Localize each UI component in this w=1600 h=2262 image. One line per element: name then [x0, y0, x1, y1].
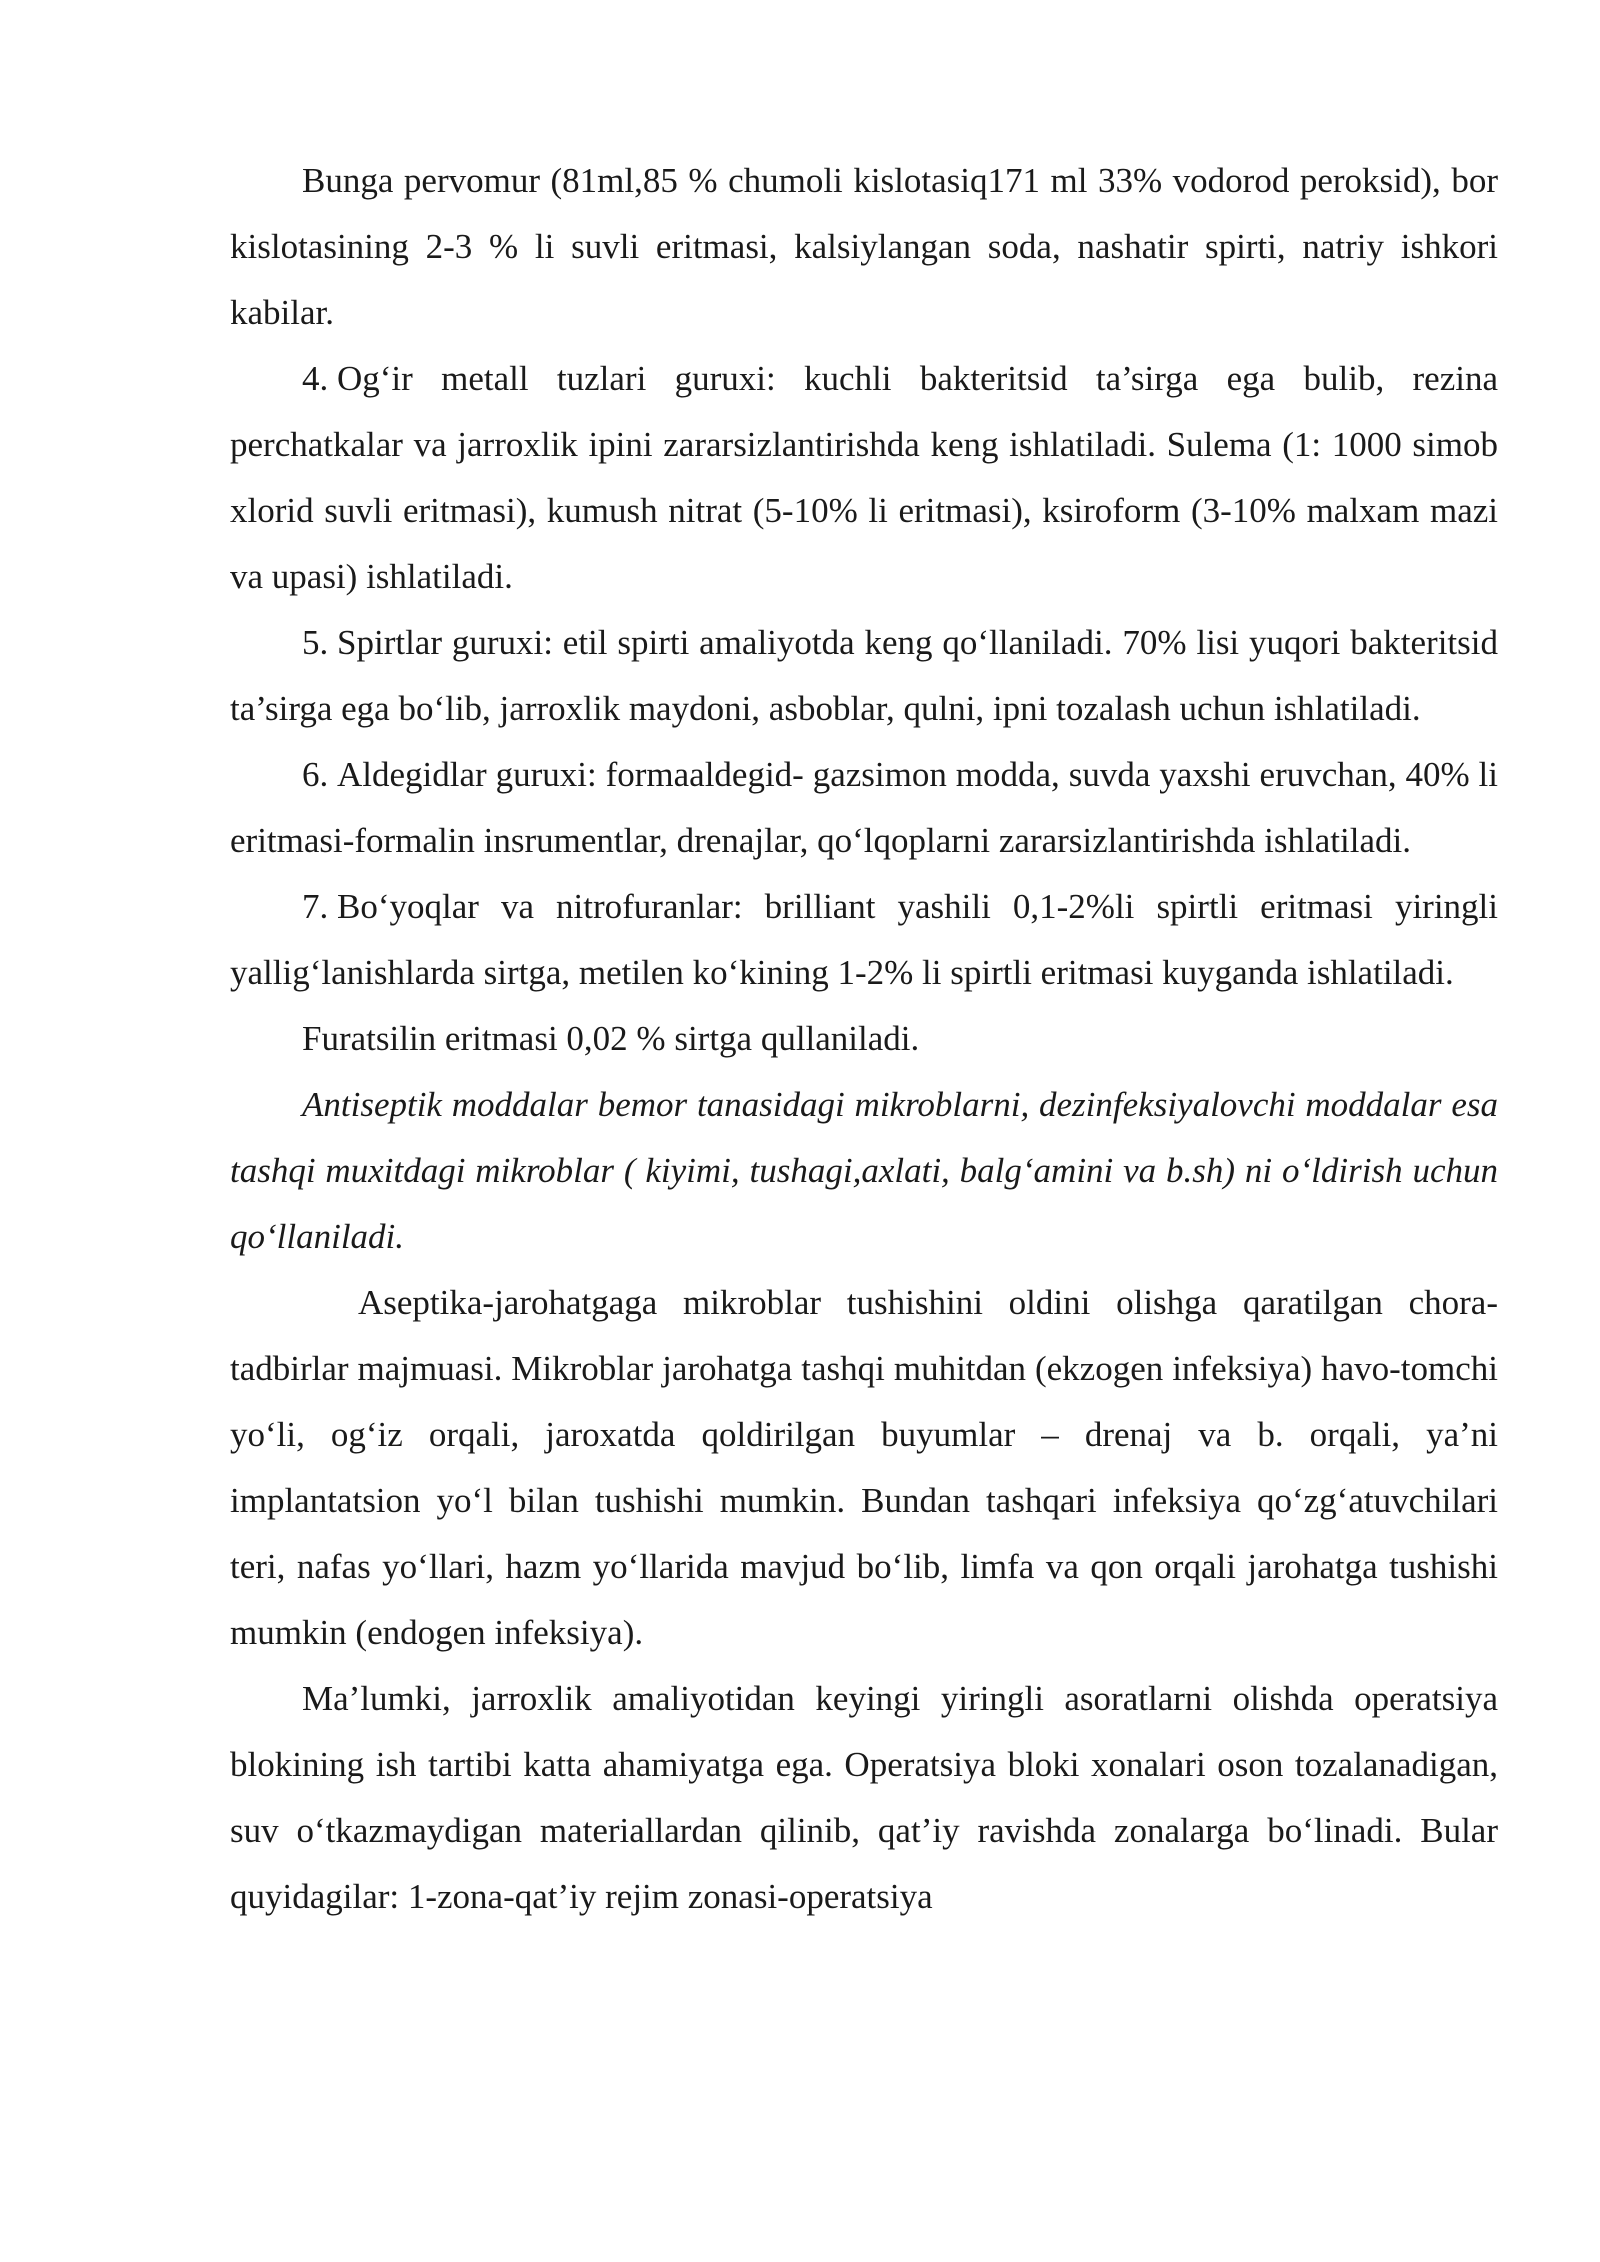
paragraph-furatsilin: Furatsilin eritmasi 0,02 % sirtga qullaniladi.	[302, 1019, 920, 1058]
list-text: Og‘ir metall tuzlari guruxi: kuchli bakteritsid ta’sirga ega bulib, rezina perchatkalar va jarroxlik ipini zararsizlantirishda keng ishlatiladi. Sulema (1: 1000 simob xlorid suvli eritmasi), kumush nitrat (5-10% li eritmasi), ksiroform (3-10% malxam mazi va upasi) ishlatiladi.	[230, 359, 1498, 596]
list-number: 5.	[302, 623, 329, 662]
list-text: Bo‘yoqlar va nitrofuranlar: brilliant yashili 0,1-2%li spirtli eritmasi yiringli yallig‘lanishlarda sirtga, metilen ko‘kining 1-2% li spirtli eritmasi kuyganda ishlatiladi.	[230, 887, 1498, 992]
paragraph-antiseptic-note: Antiseptik moddalar bemor tanasidagi mikroblarni, dezinfeksiyalovchi moddalar esa tashqi muxitdagi mikroblar ( kiyimi, tushagi,axlati, balg‘amini va b.sh) ni o‘ldirish uchun qo‘llaniladi.	[230, 1085, 1498, 1256]
paragraph-operating-block: Ma’lumki, jarroxlik amaliyotidan keyingi yiringli asoratlarni olishda operatsiya blokining ish tartibi katta ahamiyatga ega. Operatsiya bloki xonalari oson tozalanadigan, suv o‘tkazmaydigan materiallardan qilinib, qat’iy ravishda zonalarga bo‘linadi. Bular quyidagilar: 1-zona-qat’iy rejim zonasi-operatsiya	[230, 1679, 1498, 1916]
list-item-aldehydes	[230, 742, 1498, 874]
list-text: Aldegidlar guruxi: formaaldegid- gazsimon modda, suvda yaxshi eruvchan, 40% li eritmasi-formalin insrumentlar, drenajlar, qo‘lqoplarni zararsizlantirishda ishlatiladi.	[230, 755, 1498, 860]
list-item-heavy-metals	[230, 346, 1498, 610]
list-number: 6.	[302, 755, 329, 794]
list-number: 4.	[302, 359, 329, 398]
list-item-alcohols	[230, 610, 1498, 742]
list-number: 7.	[302, 887, 329, 926]
list-text: Spirtlar guruxi: etil spirti amaliyotda keng qo‘llaniladi. 70% lisi yuqori bakteritsid ta’sirga ega bo‘lib, jarroxlik maydoni, asboblar, qulni, ipni tozalash uchun ishlatiladi.	[230, 623, 1498, 728]
document-page	[230, 148, 1498, 1930]
paragraph-aseptics: Aseptika-jarohatgaga mikroblar tushishini oldini olishga qaratilgan chora-tadbirlar majmuasi. Mikroblar jarohatga tashqi muhitdan (ekzogen infeksiya) havo-tomchi yo‘li, og‘iz orqali, jaroxatda qoldirilgan buyumlar – drenaj va b. orqali, ya’ni implantatsion yo‘l bilan tushishi mumkin. Bundan tashqari infeksiya qo‘zg‘atuvchilari teri, nafas yo‘llari, hazm yo‘llarida mavjud bo‘lib, limfa va qon orqali jarohatga tushishi mumkin (endogen infeksiya).	[230, 1283, 1498, 1652]
list-item-dyes	[230, 874, 1498, 1006]
paragraph-intro: Bunga pervomur (81ml,85 % chumoli kislotasiq171 ml 33% vodorod peroksid), bor kislotasining 2-3 % li suvli eritmasi, kalsiylangan soda, nashatir spirti, natriy ishkori kabilar.	[230, 161, 1498, 332]
